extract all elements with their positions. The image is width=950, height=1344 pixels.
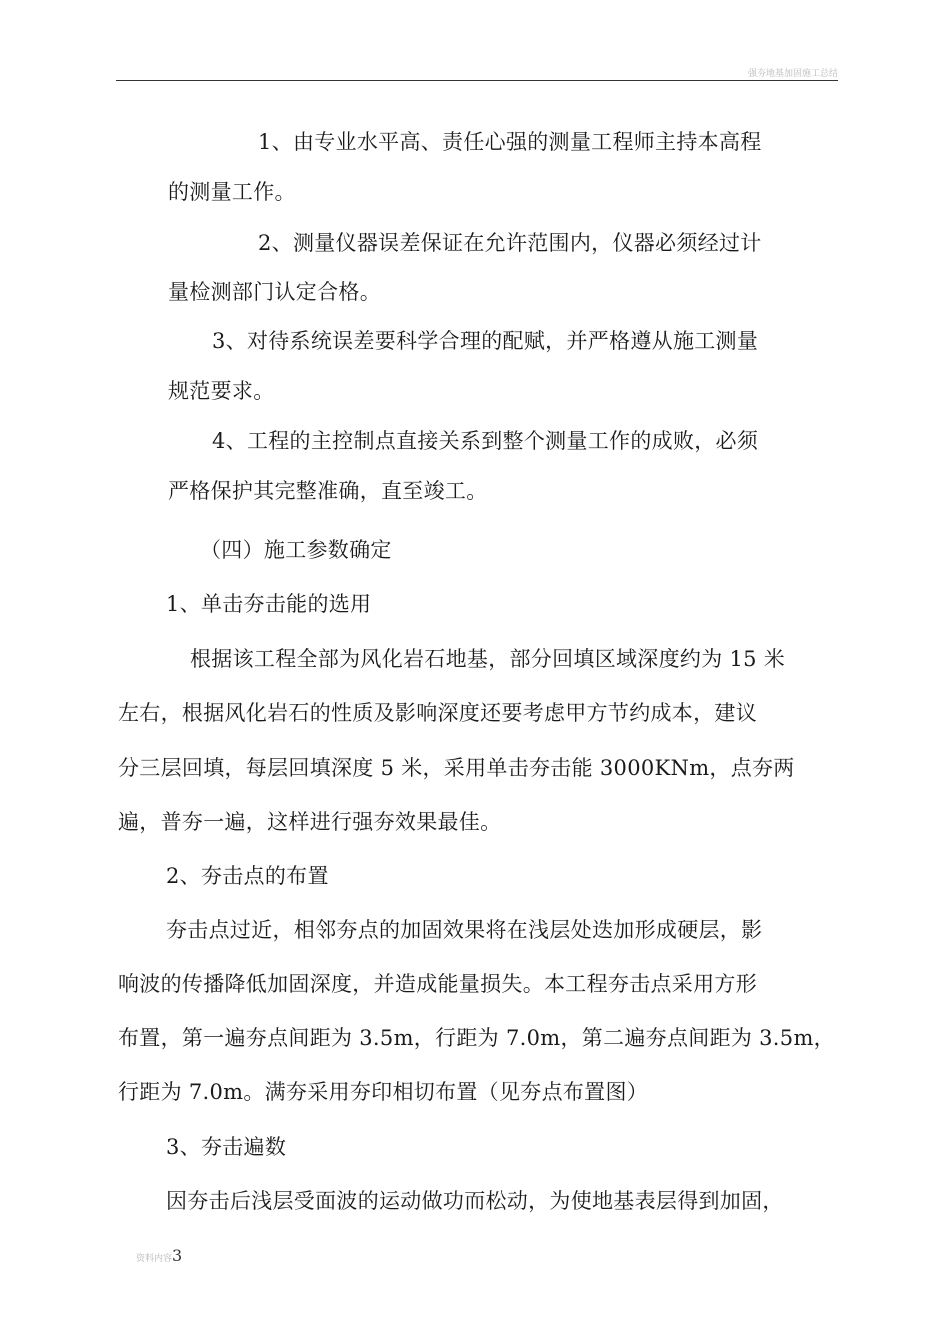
text-line: 左右，根据风化岩石的性质及影响深度还要考虑甲方节约成本，建议 <box>118 701 757 725</box>
section-heading: （四）施工参数确定 <box>200 538 392 562</box>
text-line: 3、对待系统误差要科学合理的配赋，并严格遵从施工测量 <box>212 329 759 353</box>
text-line: 根据该工程全部为风化岩石地基，部分回填区域深度约为 15 米 <box>190 647 786 671</box>
text-line: 夯击点过近，相邻夯点的加固效果将在浅层处迭加形成硬层，影 <box>166 918 763 942</box>
text-line: 布置，第一遍夯点间距为 3.5m，行距为 7.0m，第二遍夯点间距为 3.5m， <box>118 1026 835 1050</box>
subsection-heading: 2、夯击点的布置 <box>166 864 329 888</box>
text-line: 规范要求。 <box>168 379 275 403</box>
text-line: 1、由专业水平高、责任心强的测量工程师主持本高程 <box>258 130 762 154</box>
text-line: 因夯击后浅层受面波的运动做功而松动，为使地基表层得到加固， <box>166 1189 784 1213</box>
running-header: 强夯地基加固施工总结 <box>747 69 838 79</box>
header-rule <box>116 80 838 81</box>
footer-label: 资料内容 <box>136 1254 173 1264</box>
text-line: 严格保护其完整准确，直至竣工。 <box>168 479 488 503</box>
text-line: 2、测量仪器误差保证在允许范围内，仪器必须经过计 <box>258 231 762 255</box>
subsection-heading: 1、单击夯击能的选用 <box>166 592 372 616</box>
page-footer <box>136 1246 182 1265</box>
subsection-heading: 3、夯击遍数 <box>166 1135 287 1159</box>
text-line: 的测量工作。 <box>168 180 296 204</box>
text-line: 分三层回填，每层回填深度 5 米，采用单击夯击能 3000KNm，点夯两 <box>118 756 795 780</box>
text-line: 遍，普夯一遍，这样进行强夯效果最佳。 <box>118 810 502 834</box>
text-line: 响波的传播降低加固深度，并造成能量损失。本工程夯击点采用方形 <box>118 972 757 996</box>
page-number: 3 <box>172 1246 183 1265</box>
text-line: 行距为 7.0m。满夯采用夯印相切布置（见夯点布置图） <box>118 1080 649 1104</box>
text-line: 4、工程的主控制点直接关系到整个测量工作的成败，必须 <box>212 429 759 453</box>
text-line: 量检测部门认定合格。 <box>168 280 381 304</box>
